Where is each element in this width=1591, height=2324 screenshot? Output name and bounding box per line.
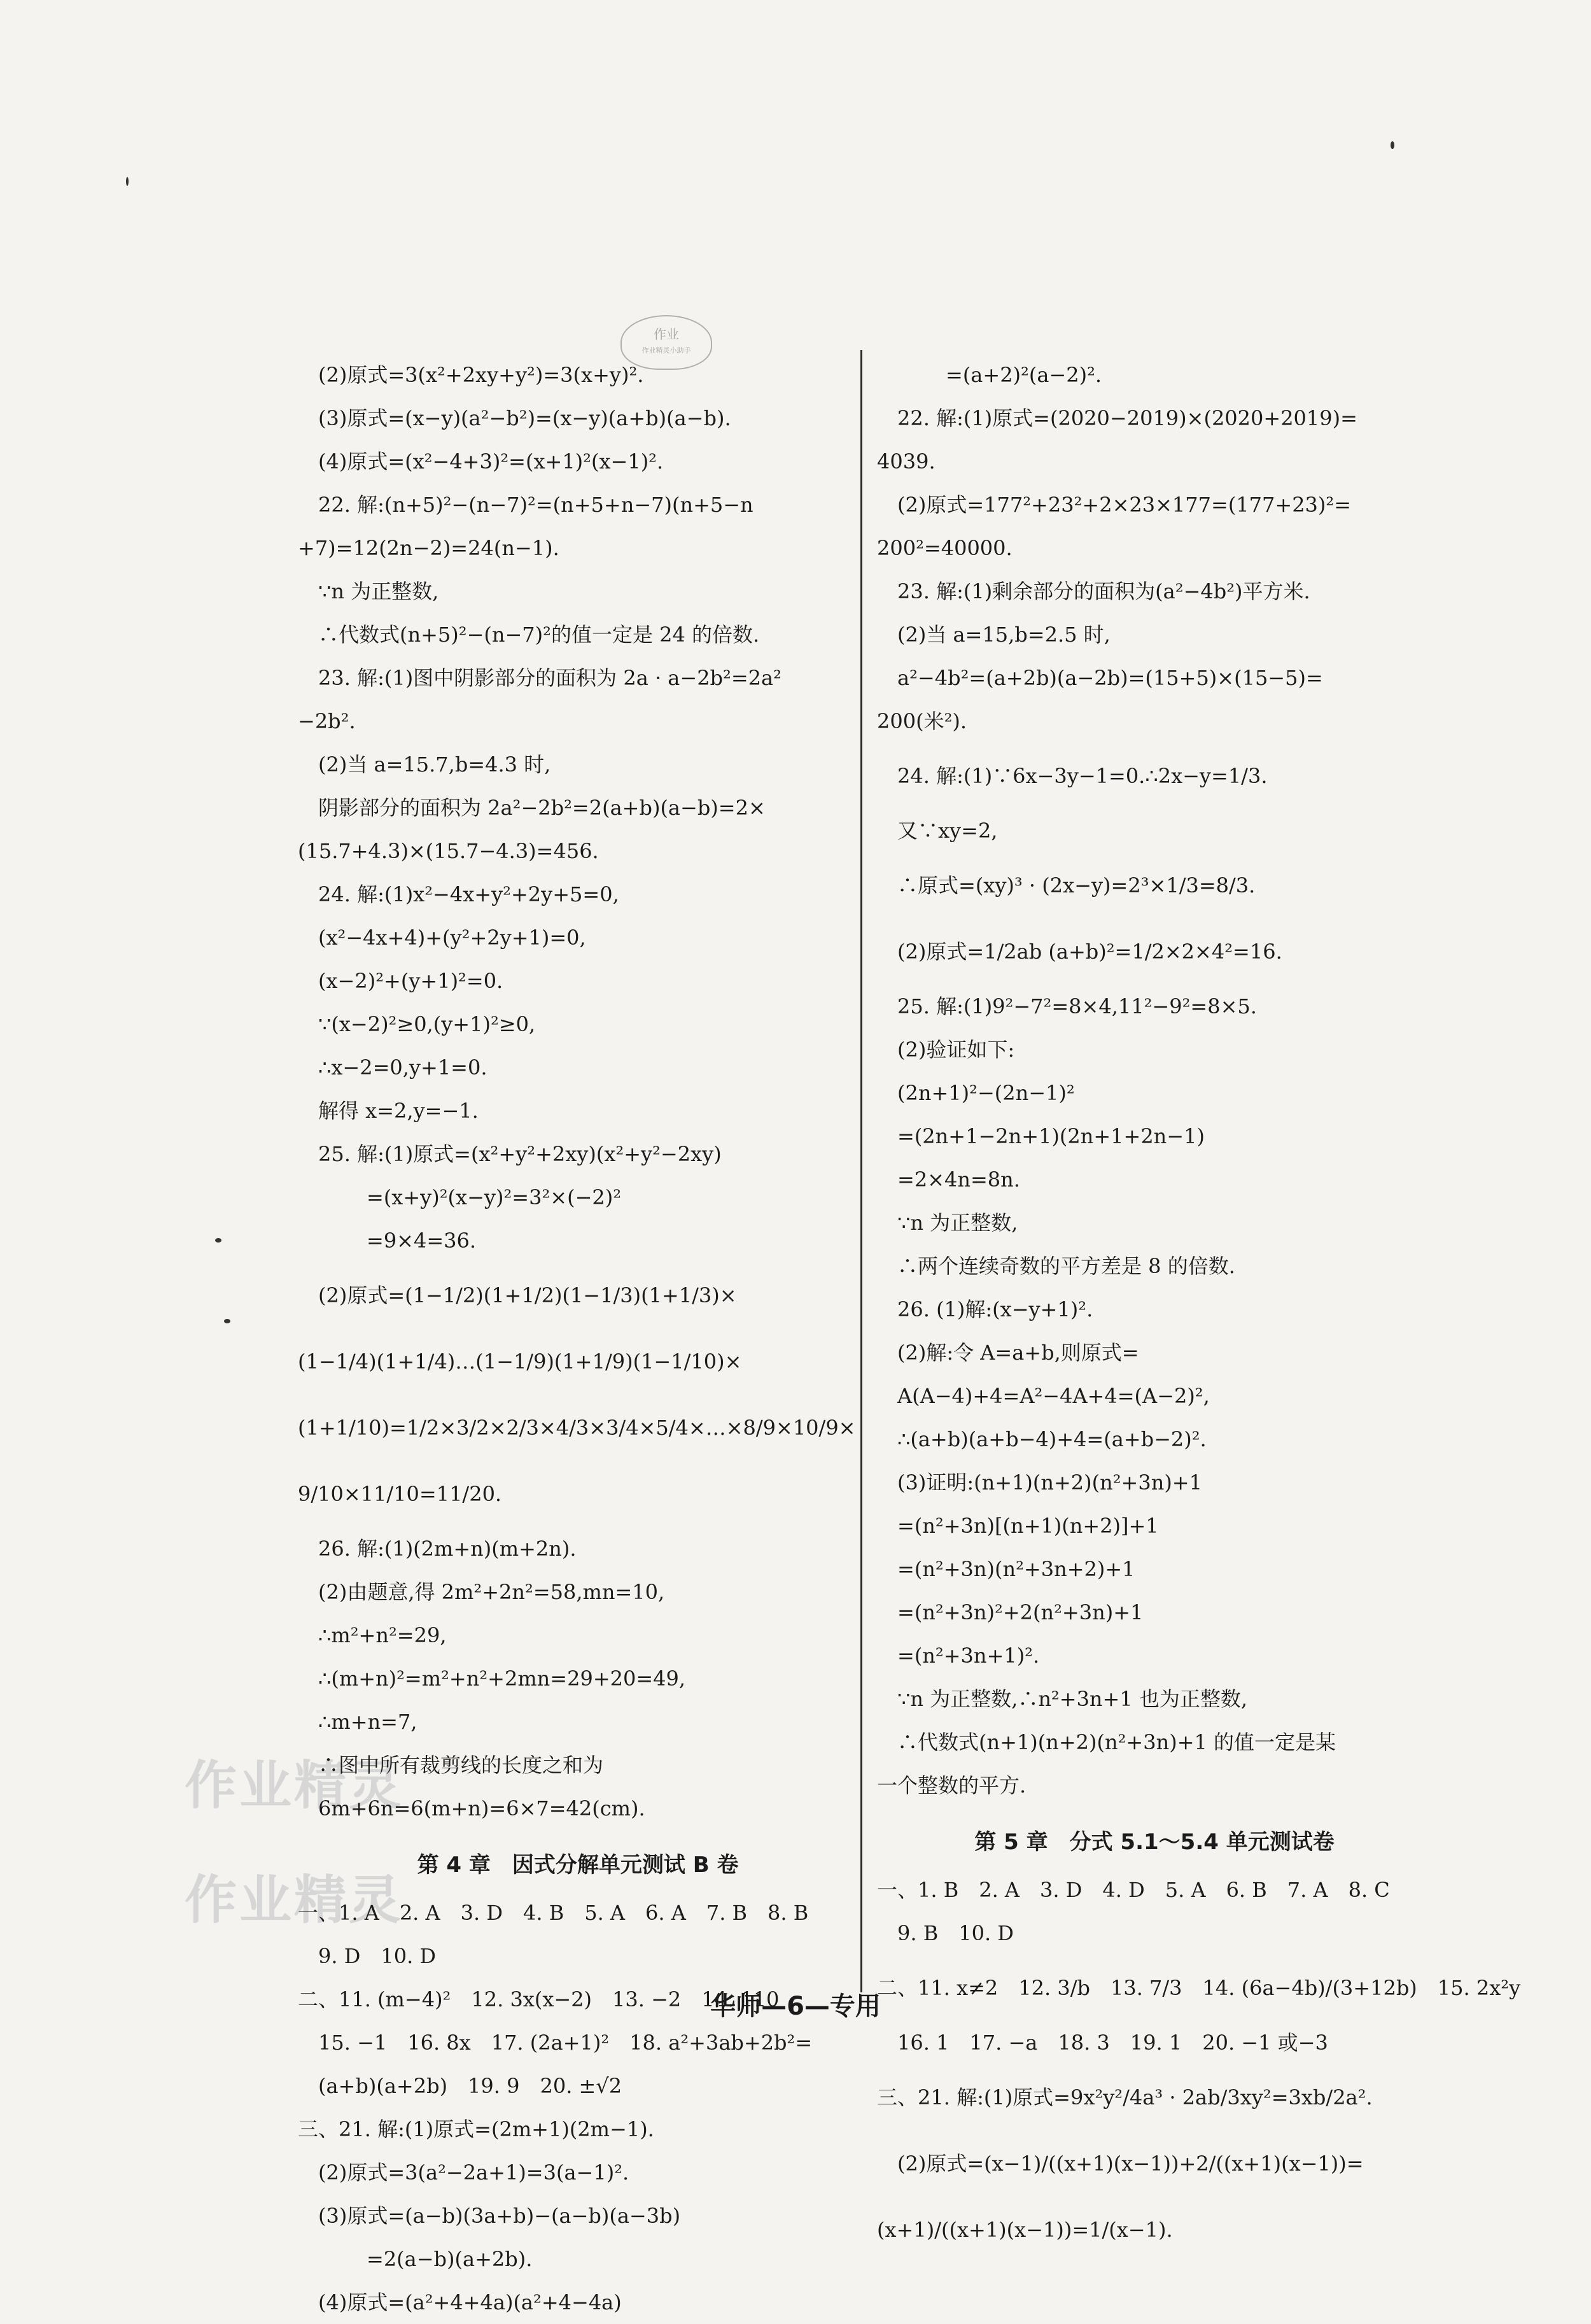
right-text-line: (2)原式=177²+23²+2×23×177=(177+23)²= [897,493,1352,517]
left-text-line: 9/10×11/10=11/20. [298,1482,502,1506]
left-text-line: +7)=12(2n−2)=24(n−1). [298,536,559,560]
left-text-line: 26. 解:(1)(2m+n)(m+2n). [318,1537,577,1561]
left-column [298,353,858,2324]
column-divider [860,350,862,1992]
left-text-line: ∵(x−2)²≥0,(y+1)²≥0, [318,1012,536,1036]
right-text-line: (x+1)/((x+1)(x−1))=1/(x−1). [877,2218,1173,2242]
left-text-line: (1−1/4)(1+1/4)…(1−1/9)(1+1/9)(1−1/10)× [298,1349,742,1374]
left-text-line: 23. 解:(1)图中阴影部分的面积为 2a · a−2b²=2a² [318,666,781,690]
right-text-line: 一个整数的平方. [877,1773,1027,1798]
right-text-line: 又∵xy=2, [897,819,998,843]
page-footer: 华师—6—专用 [710,1992,881,2021]
right-text-line: ∵n 为正整数,∴n²+3n+1 也为正整数, [897,1687,1248,1711]
right-text-line: 24. 解:(1)∵6x−3y−1=0.∴2x−y=1/3. [897,764,1268,788]
left-text-line: 二、11. (m−4)² 12. 3x(x−2) 13. −2 14. 110 [298,1987,780,2011]
right-text-line: A(A−4)+4=A²−4A+4=(A−2)², [897,1384,1210,1408]
right-text-line: 二、11. x≠2 12. 3/b 13. 7/3 14. (6a−4b)/(3+12b) 15. 2x²y [877,1976,1521,2000]
right-text-line: =(n²+3n)[(n+1)(n+2)]+1 [897,1514,1159,1538]
right-text-line: 三、21. 解:(1)原式=9x²y²/4a³ · 2ab/3xy²=3xb/2a². [877,2085,1373,2109]
left-text-line: 阴影部分的面积为 2a²−2b²=2(a+b)(a−b)=2× [318,796,766,820]
left-text-line: ∴(m+n)²=m²+n²+2mn=29+20=49, [318,1666,686,1691]
scan-speck [1391,141,1394,149]
right-text-line: (2)验证如下: [897,1038,1015,1062]
right-text-line: =(a+2)²(a−2)². [946,363,1102,387]
right-text-line: (2)当 a=15,b=2.5 时, [897,623,1111,647]
scan-speck [126,177,129,186]
right-text-line: 200(米²). [877,709,967,733]
left-text-line: (x−2)²+(y+1)²=0. [318,969,503,993]
left-text-line: ∴图中所有裁剪线的长度之和为 [318,1753,604,1777]
left-text-line: −2b². [298,709,356,733]
right-text-line: (2)解:令 A=a+b,则原式= [897,1341,1139,1365]
left-text-line: 15. −1 16. 8x 17. (2a+1)² 18. a²+3ab+2b²= [318,2031,813,2055]
left-text-line: (a+b)(a+2b) 19. 9 20. ±√2 [318,2074,622,2098]
left-text-line: ∴m+n=7, [318,1710,417,1734]
right-text-line: 22. 解:(1)原式=(2020−2019)×(2020+2019)= [897,406,1357,430]
right-text-line: =2×4n=8n. [897,1167,1020,1192]
right-text-line: 26. (1)解:(x−y+1)². [897,1297,1093,1321]
right-text-line: 16. 1 17. −a 18. 3 19. 1 20. −1 或−3 [897,2031,1328,2055]
left-text-line: 24. 解:(1)x²−4x+y²+2y+5=0, [318,882,619,906]
right-text-line: a²−4b²=(a+2b)(a−2b)=(15+5)×(15−5)= [897,666,1323,690]
right-text-line: ∵n 为正整数, [897,1211,1018,1235]
scan-speck [215,1238,221,1243]
right-text-line: ∴(a+b)(a+b−4)+4=(a+b−2)². [897,1427,1207,1451]
right-text-line: 25. 解:(1)9²−7²=8×4,11²−9²=8×5. [897,994,1257,1018]
left-text-line: (3)原式=(x−y)(a²−b²)=(x−y)(a+b)(a−b). [318,406,731,430]
right-column [877,353,1521,2263]
right-text-line: 9. B 10. D [897,1921,1014,1945]
right-text-line: =(2n+1−2n+1)(2n+1+2n−1) [897,1124,1205,1148]
left-text-line: ∵n 为正整数, [318,579,439,603]
left-text-line: (1+1/10)=1/2×3/2×2/3×4/3×3/4×5/4×…×8/9×10/9× [298,1416,856,1440]
left-text-line: 9. D 10. D [318,1944,437,1968]
right-text-line: 23. 解:(1)剩余部分的面积为(a²−4b²)平方米. [897,579,1310,603]
right-text-line: =(n²+3n)(n²+3n+2)+1 [897,1557,1135,1581]
right-text-line: (2)原式=(x−1)/((x+1)(x−1))+2/((x+1)(x−1))= [897,2151,1364,2176]
scan-speck [224,1319,230,1323]
left-text-line: 一、1. A 2. A 3. D 4. B 5. A 6. A 7. B 8. B [298,1901,809,1925]
left-text-line: 解得 x=2,y=−1. [318,1099,479,1123]
right-chapter-heading: 第 5 章 分式 5.1～5.4 单元测试卷 [974,1829,1335,1855]
left-text-line: =9×4=36. [367,1229,477,1253]
watermark-2: 作业精灵 [185,1870,404,1931]
left-text-line: ∴m²+n²=29, [318,1623,447,1647]
right-text-line: ∴原式=(xy)³ · (2x−y)=2³×1/3=8/3. [897,873,1256,898]
left-text-line: (3)原式=(a−b)(3a+b)−(a−b)(a−3b) [318,2204,681,2228]
left-text-line: (2)由题意,得 2m²+2n²=58,mn=10, [318,1580,665,1604]
right-text-line: =(n²+3n+1)². [897,1644,1040,1668]
left-text-line: 22. 解:(n+5)²−(n−7)²=(n+5+n−7)(n+5−n [318,493,753,517]
right-text-line: (2n+1)²−(2n−1)² [897,1081,1075,1105]
left-text-line: ∴代数式(n+5)²−(n−7)²的值一定是 24 的倍数. [318,623,760,647]
watermark-1: 作业精灵 [185,1756,404,1816]
stamp-text: 作业 [654,327,679,342]
left-text-line: (2)当 a=15.7,b=4.3 时, [318,752,551,777]
left-text-line: (2)原式=3(a²−2a+1)=3(a−1)². [318,2160,629,2185]
left-text-line: (4)原式=(a²+4+4a)(a²+4−4a) [318,2290,622,2314]
left-text-line: (4)原式=(x²−4+3)²=(x+1)²(x−1)². [318,449,664,474]
right-text-line: (3)证明:(n+1)(n+2)(n²+3n)+1 [897,1470,1202,1495]
left-text-line: (2)原式=(1−1/2)(1+1/2)(1−1/3)(1+1/3)× [318,1283,737,1307]
right-text-line: 200²=40000. [877,536,1013,560]
left-text-line: =2(a−b)(a+2b). [367,2247,533,2271]
left-text-line: 6m+6n=6(m+n)=6×7=42(cm). [318,1796,645,1820]
left-text-line: ∴x−2=0,y+1=0. [318,1055,487,1080]
right-text-line: 4039. [877,449,936,474]
right-text-line: (2)原式=1/2ab (a+b)²=1/2×2×4²=16. [897,940,1282,964]
right-text-line: ∴两个连续奇数的平方差是 8 的倍数. [897,1254,1235,1278]
left-text-line: =(x+y)²(x−y)²=3²×(−2)² [367,1185,622,1209]
left-text-line: 三、21. 解:(1)原式=(2m+1)(2m−1). [298,2117,654,2141]
right-text-line: =(n²+3n)²+2(n²+3n)+1 [897,1600,1144,1624]
left-chapter-heading: 第 4 章 因式分解单元测试 B 卷 [417,1852,739,1878]
left-text-line: (15.7+4.3)×(15.7−4.3)=456. [298,839,599,863]
right-text-line: 一、1. B 2. A 3. D 4. D 5. A 6. B 7. A 8. C [877,1878,1390,1902]
right-text-line: ∴代数式(n+1)(n+2)(n²+3n)+1 的值一定是某 [897,1730,1336,1754]
left-text-line: 25. 解:(1)原式=(x²+y²+2xy)(x²+y²−2xy) [318,1142,722,1166]
left-text-line: (x²−4x+4)+(y²+2y+1)=0, [318,926,586,950]
stamp-subtext: 作业精灵小助手 [641,346,691,355]
left-text-line: (2)原式=3(x²+2xy+y²)=3(x+y)². [318,363,644,387]
